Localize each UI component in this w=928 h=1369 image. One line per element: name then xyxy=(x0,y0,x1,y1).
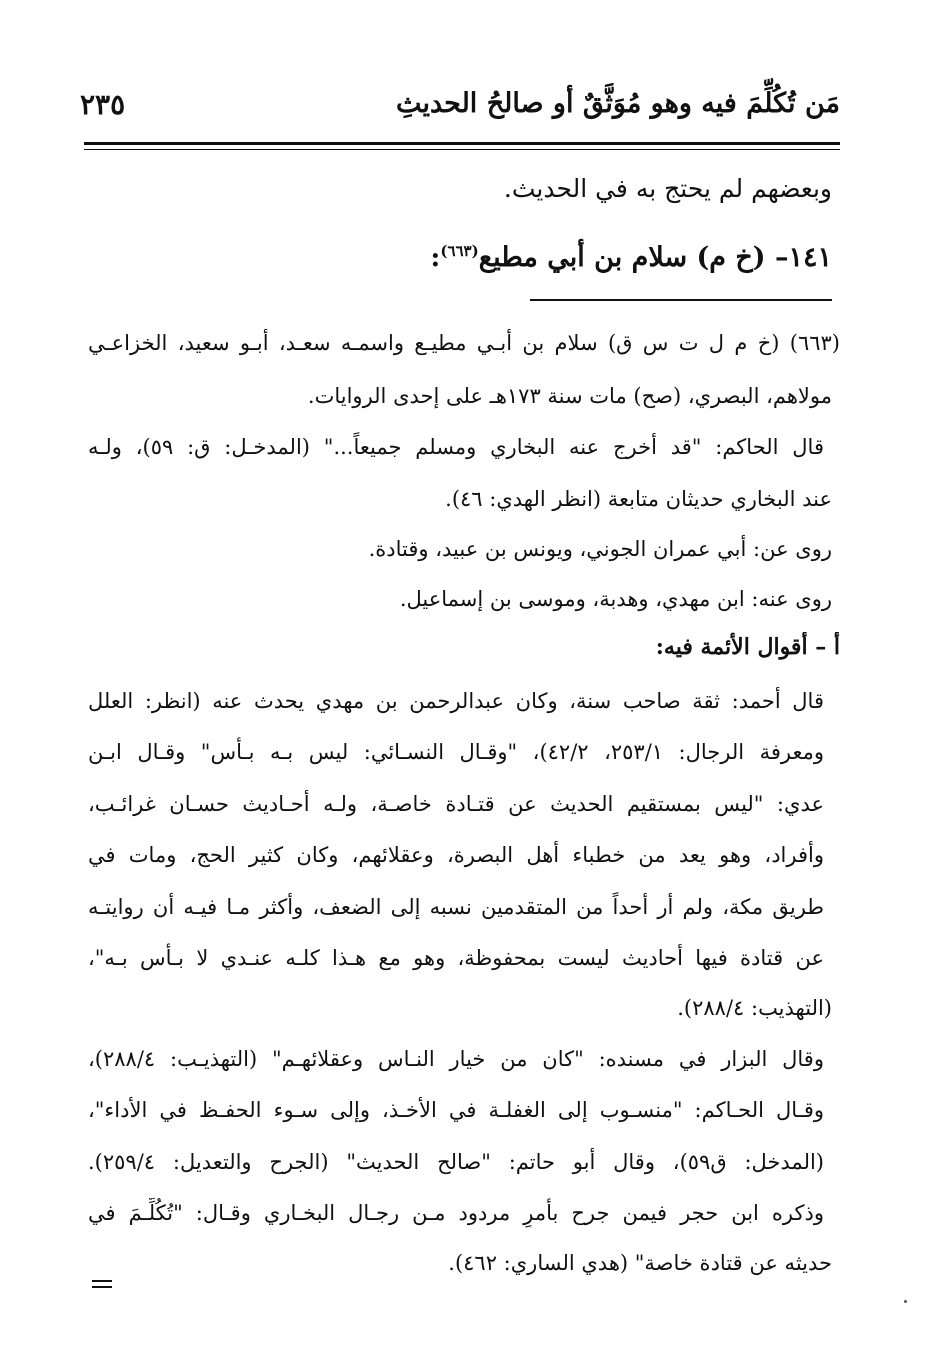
page-number: ٢٣٥ xyxy=(80,88,126,121)
quote-line: ومعرفة الرجال: ٢٥٣/١، ٤٢/٢)، "وقـال النسـائي: ليس بـه بـأس" وقـال ابـن xyxy=(88,740,824,764)
footnote-line: روى عنه: ابن مهدي، وهدبة، وموسى بن إسماعيل. xyxy=(399,587,832,611)
quote-line: عن قتادة فيها أحاديث ليست بمحفوظة، وهو مع هـذا كلـه عنـدي لا بـأس بـه"، xyxy=(88,946,824,970)
quote-line: طريق مكة، ولم أر أحداً من المتقدمين نسبه إلى الضعف، وأكثر مـا فيـه أن روايتـه xyxy=(88,895,824,919)
quote-line: حديثه عن قتادة خاصة" (هدي الساري: ٤٦٢). xyxy=(448,1251,832,1275)
continuation-text: وبعضهم لم يحتج به في الحديث. xyxy=(503,174,832,203)
scan-speck xyxy=(904,1300,907,1303)
quote-line: وقال البزار في مسنده: "كان من خيار النـاس وعقلائهـم" (التهذيـب: ٢٨٨/٤)، xyxy=(88,1047,824,1071)
entry-heading xyxy=(430,242,832,273)
quote-line: وقـال الحـاكم: "منسـوب إلى الغفلـة في الأخـذ، وإلى سـوء الحفـظ في الأداء"، xyxy=(88,1098,824,1122)
quote-line: قال أحمد: ثقة صاحب سنة، وكان عبدالرحمن بن مهدي يحدث عنه (انظر: العلل xyxy=(88,689,824,713)
entry-heading-text: ١٤١– (خ م) سلام بن أبي مطيع xyxy=(478,242,832,273)
footnote-line: (٦٦٣) (خ م ل ت س ق) سلام بن أبـي مطيـع واسمـه سعـد، أبـو سعيد، الخزاعـي xyxy=(88,331,840,355)
entry-heading-colon: : xyxy=(430,242,441,273)
footnote-line: عند البخاري حديثان متابعة (انظر الهدي: ٤٦). xyxy=(445,487,832,511)
running-title: مَن تُكُلِّمَ فيه وهو مُوَثَّقٌ أو صالحُ الحديثِ xyxy=(395,88,840,119)
header-rule-thin xyxy=(84,149,840,150)
quote-line: وذكره ابن حجر فيمن جرح بأمرٍ مردود مـن رجـال البخـاري وقـال: "تُكُلِّـمَ في xyxy=(88,1201,824,1225)
quote-line: عدي: "ليس بمستقيم الحديث عن قتـادة خاصـة، ولـه أحـاديث حسـان غرائـب، xyxy=(88,792,824,816)
page-header xyxy=(80,88,840,132)
quote-line: (التهذيب: ٢٨٨/٤). xyxy=(677,996,832,1020)
end-mark xyxy=(92,1280,112,1292)
footnote-line: قال الحاكم: "قد أخرج عنه البخاري ومسلم جميعاً..." (المدخـل: ق: ٥٩)، ولـه xyxy=(88,435,824,459)
footnote-separator xyxy=(530,299,832,301)
footnote-line: روى عن: أبي عمران الجوني، ويونس بن عبيد، وقتادة. xyxy=(368,537,832,561)
header-rule-thick xyxy=(84,142,840,145)
quote-line: (المدخل: ق٥٩)، وقال أبو حاتم: "صالح الحديث" (الجرح والتعديل: ٢٥٩/٤). xyxy=(88,1150,824,1174)
footnote-reference: (٦٦٣) xyxy=(440,242,479,260)
section-subheading: أ – أقوال الأئمة فيه: xyxy=(655,634,840,660)
quote-line: وأفراد، وهو يعد من خطباء أهل البصرة، وعقلائهم، وكان كثير الحج، ومات في xyxy=(88,843,824,867)
footnote-line: مولاهم، البصري، (صح) مات سنة ١٧٣هـ على إحدى الروايات. xyxy=(307,384,832,408)
